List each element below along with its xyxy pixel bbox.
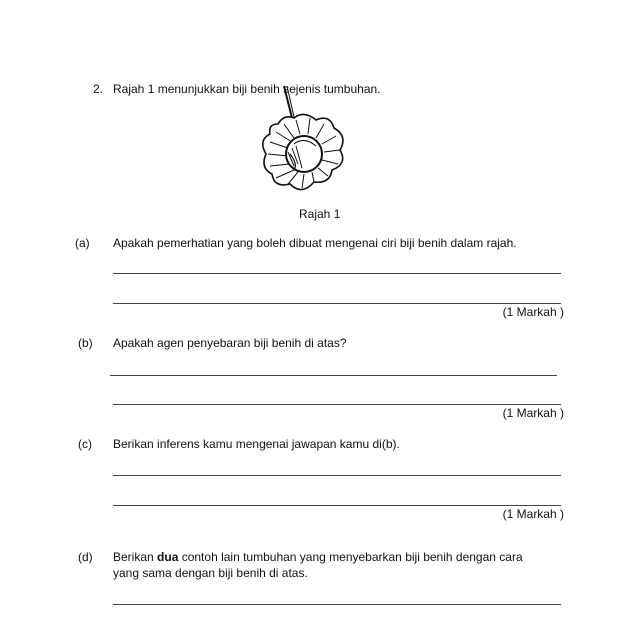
part-d-text: [113, 550, 523, 565]
seed-with-wing-icon: [258, 84, 348, 202]
part-d-label: (d): [78, 550, 93, 564]
answer-line[interactable]: [113, 505, 561, 506]
marks-label: (1 Markah ): [502, 305, 564, 319]
part-d-text-after: contoh lain tumbuhan yang menyebarkan biji benih dengan cara: [178, 550, 523, 564]
answer-line[interactable]: [110, 375, 557, 376]
marks-label: (1 Markah ): [502, 507, 564, 521]
answer-line[interactable]: [113, 273, 561, 274]
answer-line[interactable]: [113, 604, 561, 605]
question-stem: Rajah 1 menunjukkan biji benih sejenis tumbuhan.: [113, 82, 381, 96]
answer-line[interactable]: [113, 475, 561, 476]
part-c-text: Berikan inferens kamu mengenai jawapan kamu di(b).: [113, 437, 400, 451]
part-c-label: (c): [78, 437, 92, 451]
part-d-text-before: Berikan: [113, 550, 158, 564]
part-a-label: (a): [75, 236, 90, 250]
marks-label: (1 Markah ): [502, 406, 564, 420]
part-b-text: Apakah agen penyebaran biji benih di atas?: [113, 336, 347, 350]
part-b-label: (b): [78, 336, 93, 350]
answer-line[interactable]: [113, 404, 561, 405]
part-a-text: Apakah pemerhatian yang boleh dibuat mengenai ciri biji benih dalam rajah.: [113, 236, 517, 250]
answer-line[interactable]: [113, 303, 561, 304]
figure-caption: Rajah 1: [299, 207, 341, 221]
question-number: 2.: [93, 82, 104, 96]
part-d-text-bold: dua: [157, 550, 179, 564]
part-d-text-line2: yang sama dengan biji benih di atas.: [113, 566, 308, 580]
